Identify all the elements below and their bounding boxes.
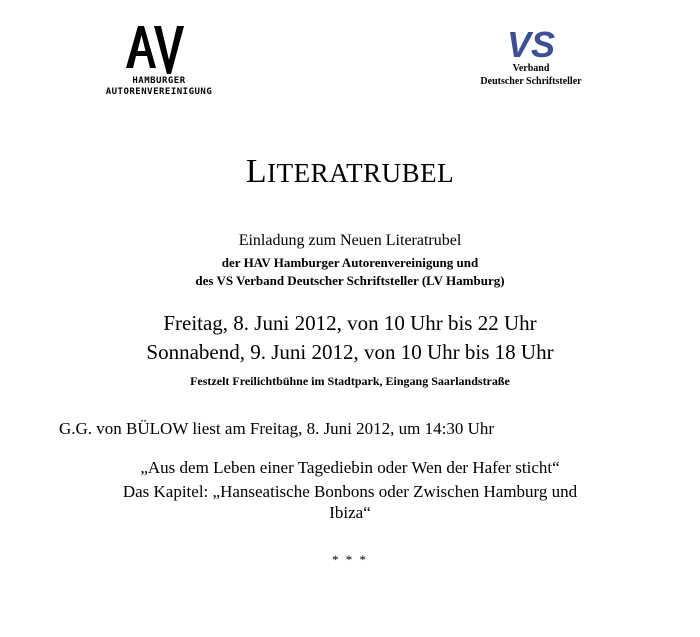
page-title xyxy=(0,152,700,193)
title-rest: ITERATRUBEL xyxy=(267,158,455,188)
organizers-line2: des VS Verband Deutscher Schriftsteller (LV Hamburg) xyxy=(195,273,505,288)
invitation-line: Einladung zum Neuen Literatrubel xyxy=(238,232,462,249)
hav-av-mark-icon xyxy=(124,20,194,76)
vs-logo-line2: Deutscher Schriftsteller xyxy=(480,76,582,87)
organizers-line1: der HAV Hamburger Autorenvereinigung und xyxy=(221,255,479,270)
event-venue: Festzelt Freilichtbühne im Stadtpark, Eingang Saarlandstraße xyxy=(190,374,510,388)
vs-mark-icon xyxy=(504,26,558,62)
reading-announcement: G.G. von BÜLOW liest am Freitag, 8. Juni 2012, um 14:30 Uhr xyxy=(59,419,495,438)
vs-logo-line1: Verband xyxy=(512,63,550,74)
hav-logo-line2: AUTORENVEREINIGUNG xyxy=(105,87,213,97)
book-title-line2: Das Kapitel: „Hanseatische Bonbons oder Zwischen Hamburg und xyxy=(122,482,578,501)
book-title-line1: „Aus dem Leben einer Tagediebin oder Wen der Hafer sticht“ xyxy=(140,458,560,477)
title-first-letter: L xyxy=(245,153,268,190)
event-date-friday: Freitag, 8. Juni 2012, von 10 Uhr bis 22 Uhr xyxy=(163,311,537,335)
hav-logo xyxy=(100,20,218,106)
book-title-line3: Ibiza“ xyxy=(329,503,371,522)
vs-logo xyxy=(466,26,596,88)
svg-text:VS: VS xyxy=(506,26,556,62)
hav-logo-line1: HAMBURGER xyxy=(132,76,186,86)
event-date-saturday: Sonnabend, 9. Juni 2012, von 10 Uhr bis 18 Uhr xyxy=(146,340,554,364)
separator: * * * xyxy=(332,552,368,567)
